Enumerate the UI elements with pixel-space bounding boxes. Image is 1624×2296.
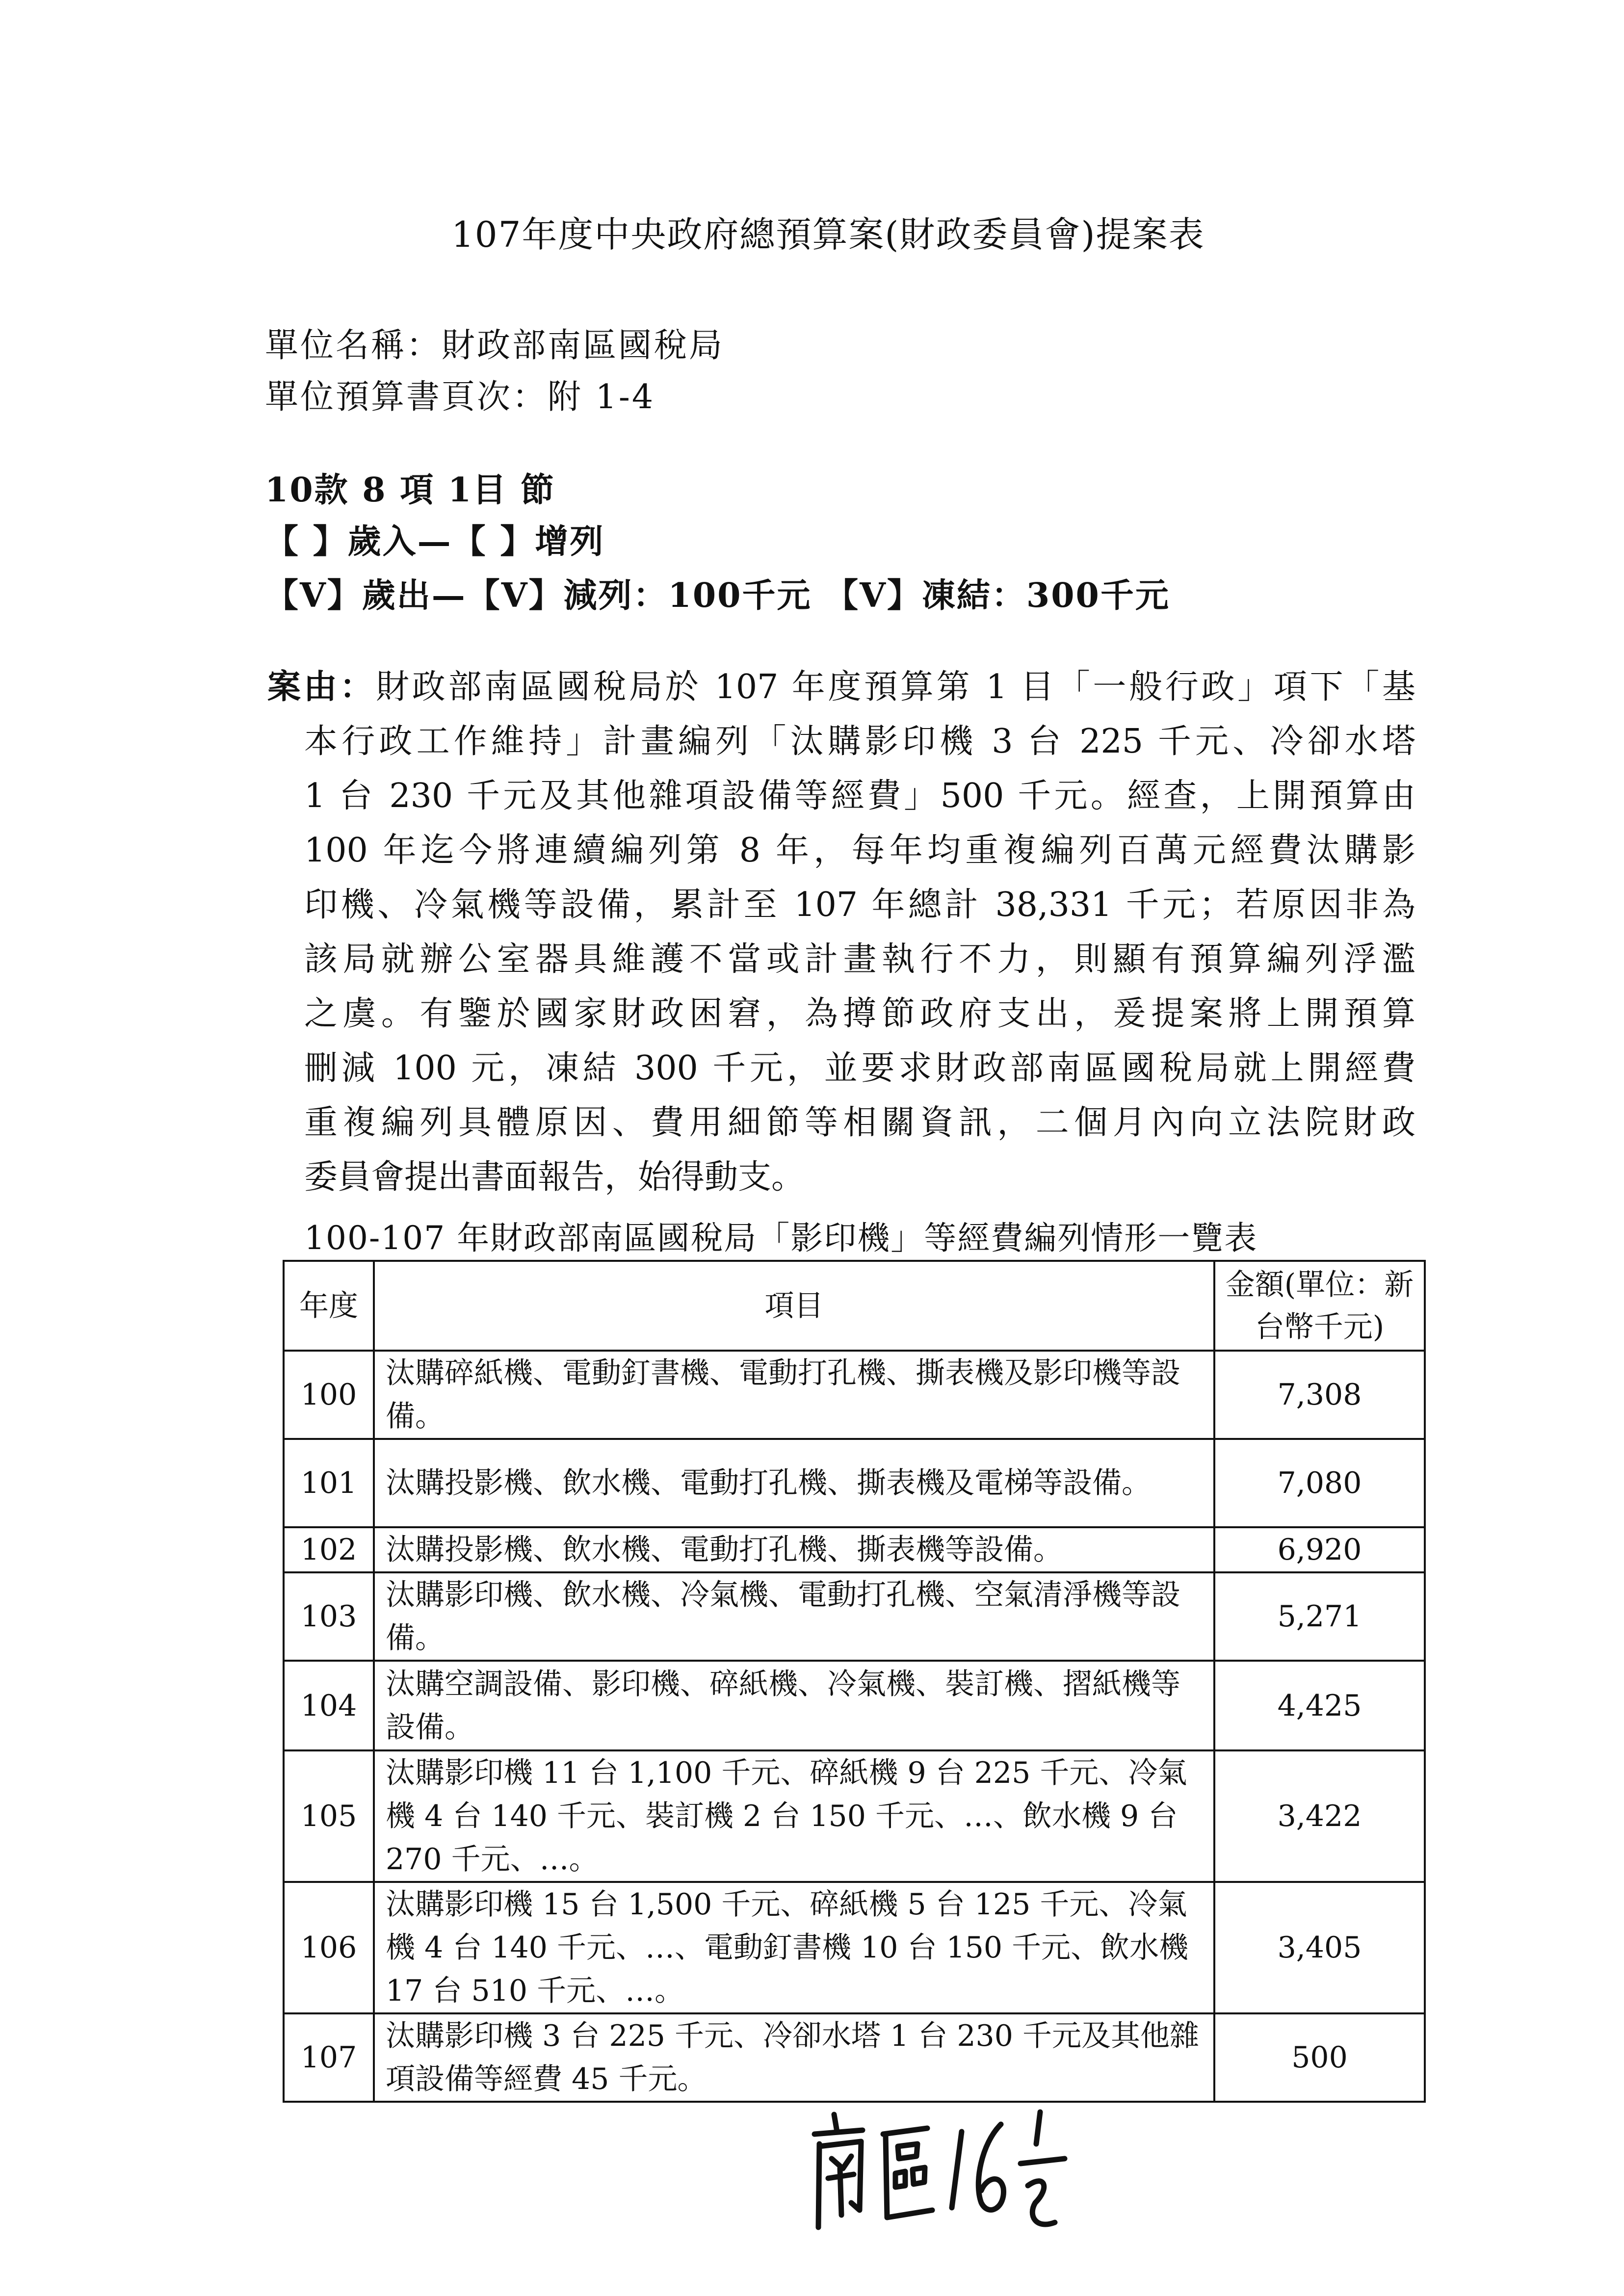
budget-table	[283, 1260, 1426, 2103]
reason-label: 案由：	[267, 667, 376, 706]
reason-line: 該局就辦公室器具維護不當或計畫執行不力，則顯有預算編列浮濫	[304, 940, 1415, 979]
table-row: 101 汰購投影機、飲水機、電動打孔機、撕表機及電梯等設備。 7,080	[284, 1439, 1425, 1527]
expenditure-line: 【V】歲出—【V】減列：100千元 【V】凍結：300千元	[265, 576, 1170, 615]
handwritten-note	[805, 2105, 1079, 2247]
section-code: 10款 8 項 1目 節	[265, 470, 555, 510]
table-row: 107 汰購影印機 3 台 225 千元、冷卻水塔 1 台 230 千元及其他雜項設備等經費 45 千元。 500	[284, 2013, 1425, 2102]
reason-line: 1 台 230 千元及其他雜項設備等經費」500 千元。經查，上開預算由	[304, 777, 1415, 815]
table-header-row	[284, 1261, 1425, 1351]
header-item: 項目	[374, 1261, 1214, 1351]
table-row: 100 汰購碎紙機、電動釘書機、電動打孔機、撕表機及影印機等設備。 7,308	[284, 1351, 1425, 1439]
reason-line: 100 年迄今將連續編列第 8 年，每年均重複編列百萬元經費汰購影	[304, 831, 1415, 870]
reason-line: 印機、冷氣機等設備，累計至 107 年總計 38,331 千元；若原因非為	[304, 886, 1415, 924]
reason-block	[267, 660, 1415, 1204]
unit-name: 單位名稱：財政部南區國稅局	[265, 326, 725, 365]
budget-page: 單位預算書頁次：附 1-4	[265, 378, 655, 417]
table-row: 103 汰購影印機、飲水機、冷氣機、電動打孔機、空氣清淨機等設備。 5,271	[284, 1572, 1425, 1661]
header-amount: 金額(單位：新台幣千元)	[1214, 1261, 1425, 1351]
reason-line: 刪減 100 元，凍結 300 千元，並要求財政部南區國稅局就上開經費	[304, 1049, 1415, 1088]
table-caption: 100-107 年財政部南區國稅局「影印機」等經費編列情形一覽表	[304, 1219, 1258, 1257]
reason-line: 本行政工作維持」計畫編列「汰購影印機 3 台 225 千元、冷卻水塔	[304, 722, 1415, 761]
reason-line: 之虞。有鑒於國家財政困窘，為撙節政府支出，爰提案將上開預算	[304, 994, 1415, 1033]
revenue-line: 【 】歲入—【 】增列	[265, 522, 605, 561]
table-row: 106 汰購影印機 15 台 1,500 千元、碎紙機 5 台 125 千元、冷氣機 4 台 140 千元、…、電動釘書機 10 台 150 千元、飲水機 17 台 510 千元、…。 3,405	[284, 1882, 1425, 2013]
reason-line: 委員會提出書面報告，始得動支。	[304, 1158, 805, 1197]
table-row: 102 汰購投影機、飲水機、電動打孔機、撕表機等設備。 6,920	[284, 1527, 1425, 1572]
reason-line: 重複編列具體原因、費用細節等相關資訊，二個月內向立法院財政	[304, 1103, 1415, 1142]
document-title: 107年度中央政府總預算案(財政委員會)提案表	[451, 214, 1205, 255]
reason-line: 案由：財政部南區國稅局於 107 年度預算第 1 目「一般行政」項下「基	[267, 667, 1415, 706]
table-row: 104 汰購空調設備、影印機、碎紙機、冷氣機、裝訂機、摺紙機等設備。 4,425	[284, 1661, 1425, 1750]
header-year: 年度	[284, 1261, 374, 1351]
table-row: 105 汰購影印機 11 台 1,100 千元、碎紙機 9 台 225 千元、冷氣機 4 台 140 千元、裝訂機 2 台 150 千元、…、飲水機 9 台 270 千元、…。 3,422	[284, 1750, 1425, 1882]
